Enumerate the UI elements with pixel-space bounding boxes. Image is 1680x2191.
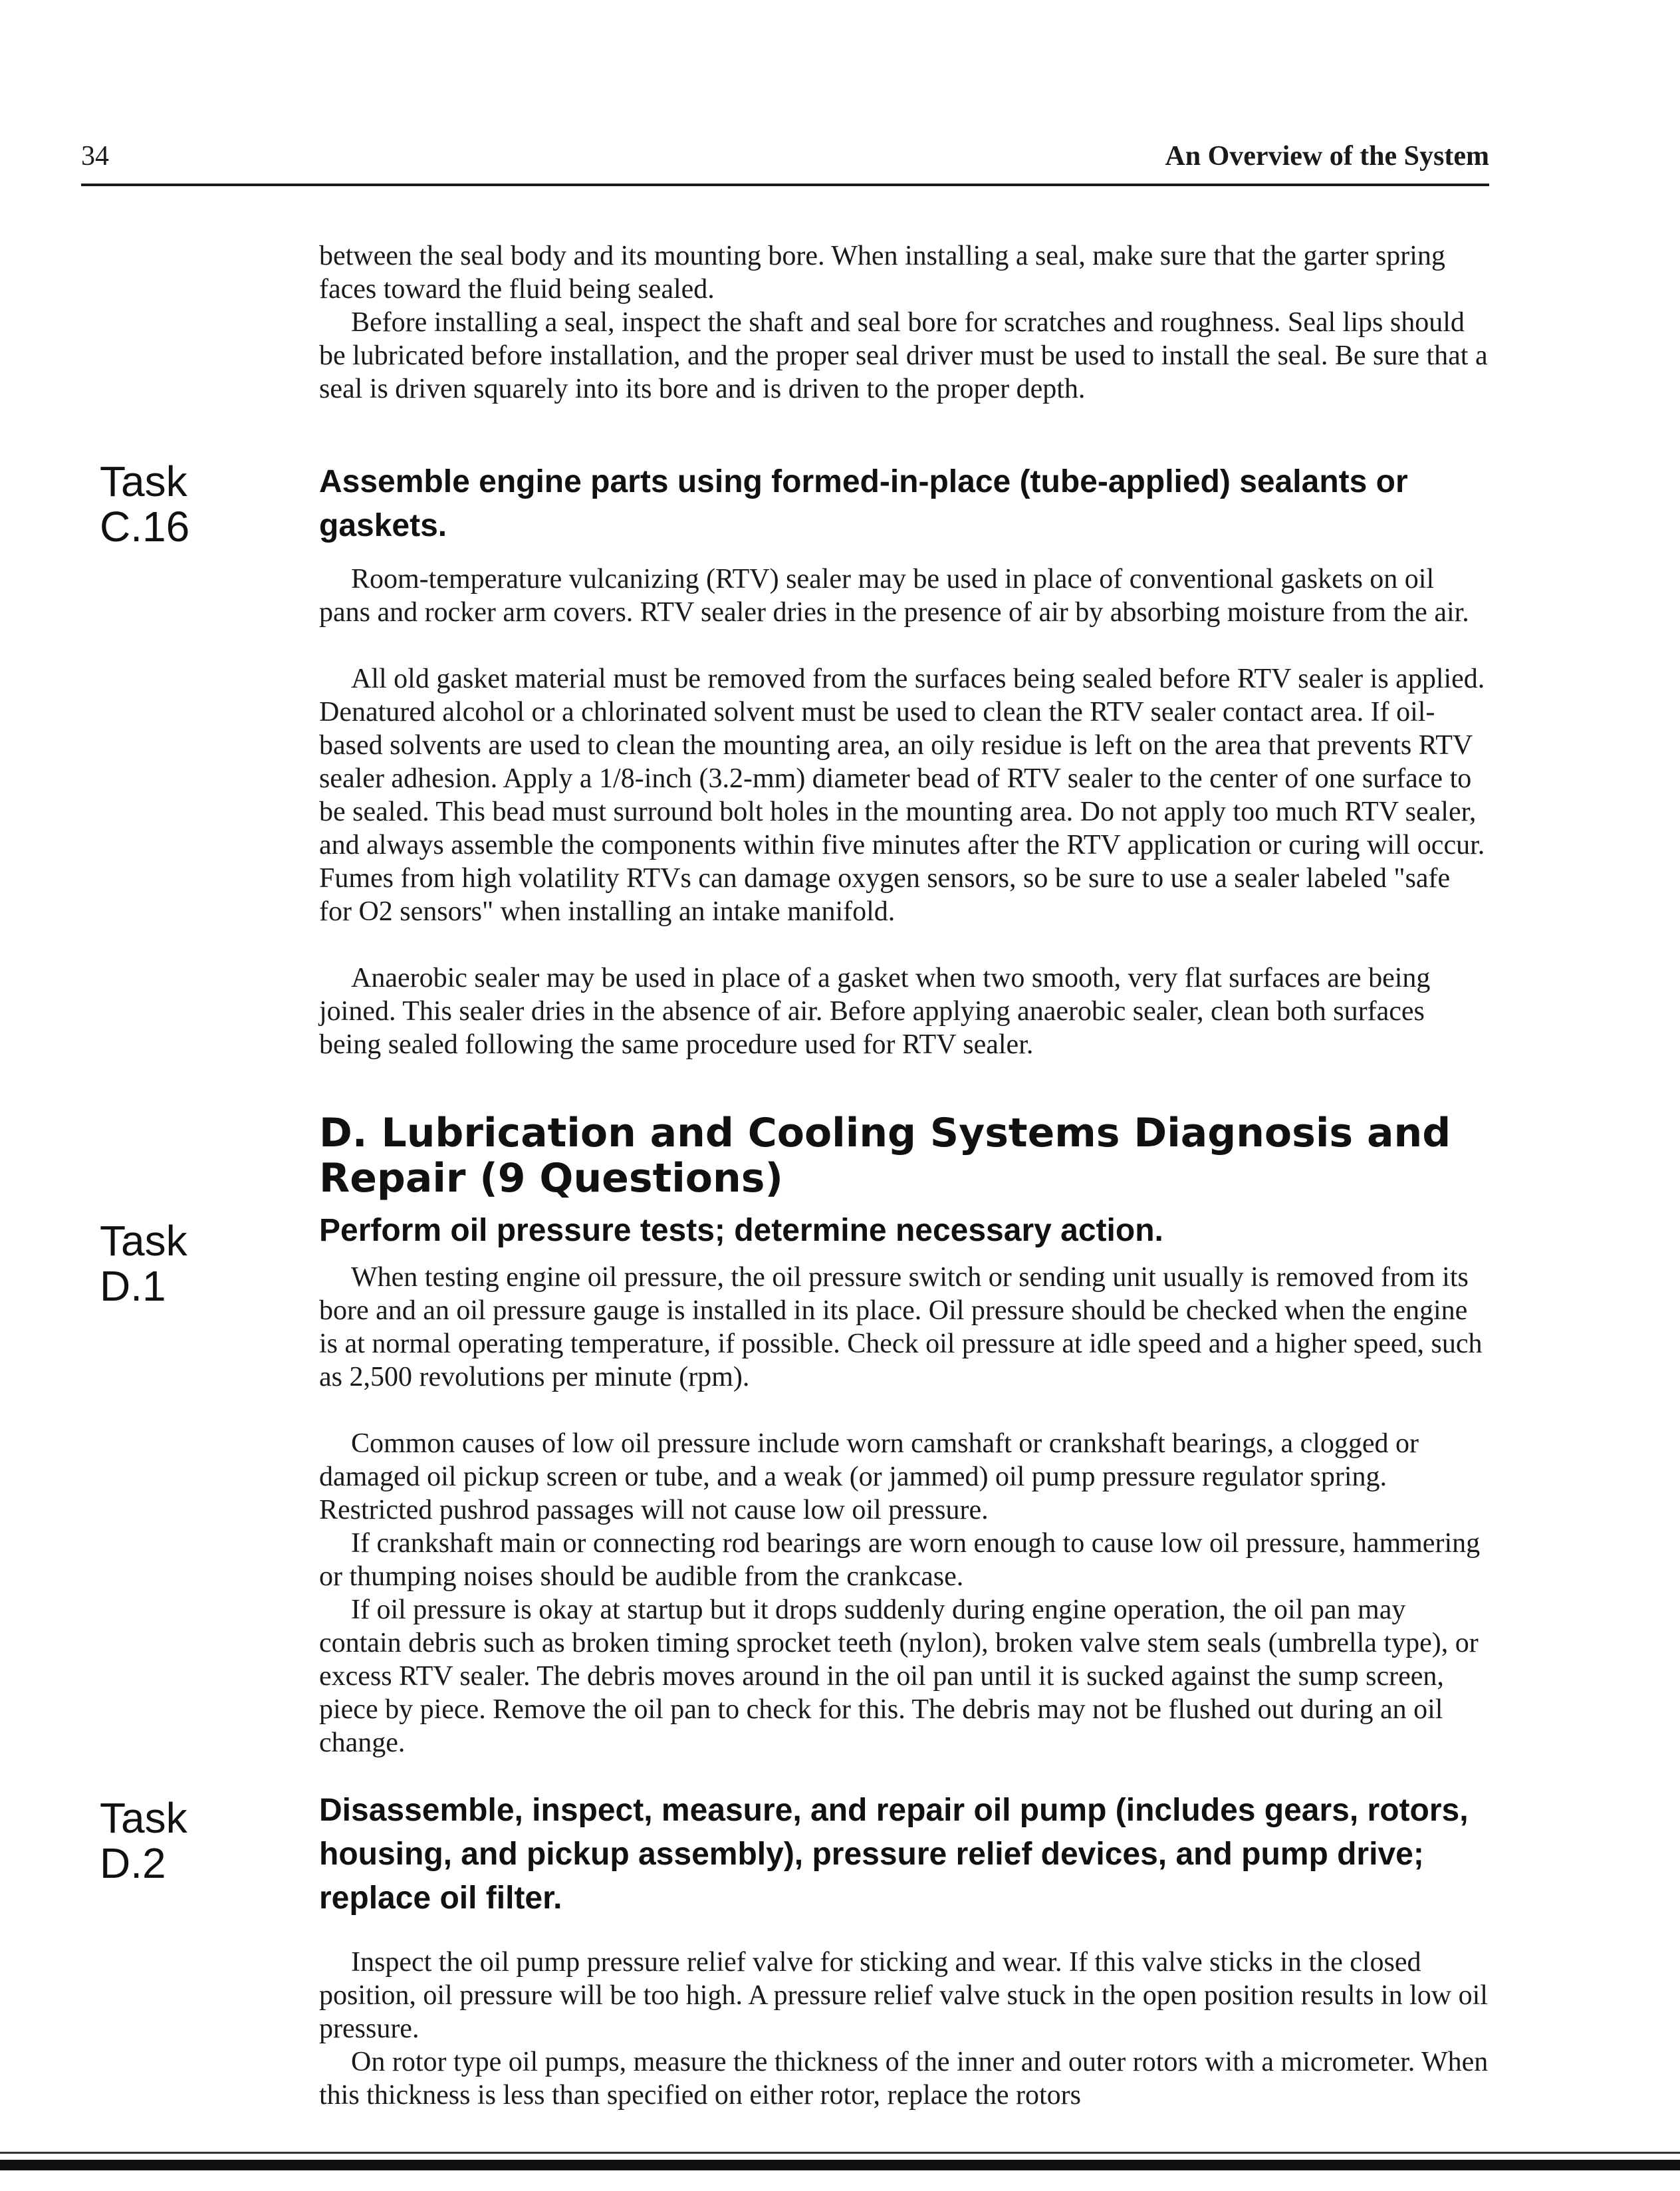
task-number: D.1 <box>100 1262 166 1310</box>
header-rule <box>81 184 1489 186</box>
paragraph-c16-3: Anaerobic sealer may be used in place of a gasket when two smooth, very flat surfaces are being joined. This sealer dries in the absence of air. Before applying anaerobic sealer, clean both surfaces being sealed following the same procedure used for RTV sealer. <box>319 963 1431 1060</box>
task-word: Task <box>100 1794 187 1842</box>
paragraph-d1-3: If crankshaft main or connecting rod bearings are worn enough to cause low oil pressure, hammering or thumping noises should be audible from the crankcase. <box>319 1528 1481 1592</box>
page-header <box>81 133 1489 180</box>
task-label-d2 <box>100 1795 299 1886</box>
task-number: C.16 <box>100 503 190 551</box>
task-word: Task <box>100 1217 187 1265</box>
page-number: 34 <box>81 141 109 172</box>
paragraph-d2-1: Inspect the oil pump pressure relief valve for sticking and wear. If this valve sticks in the closed position, oil pressure will be too high. A pressure relief valve stuck in the open position results in low oil pressure. <box>319 1947 1488 2044</box>
footer-rule-thick <box>0 2160 1680 2170</box>
paragraph-d1-4: If oil pressure is okay at startup but it drops suddenly during engine operation, the oil pan may contain debris such as broken timing sprocket teeth (nylon), broken valve stem seals (umbrella type), or excess RTV sealer. The debris moves around in the oil pan until it is sucked against the sump screen, piece by piece. Remove the oil pan to check for this. The debris may not be flushed out during an oil change. <box>319 1595 1479 1758</box>
paragraph-d2-2: On rotor type oil pumps, measure the thickness of the inner and outer rotors with a micrometer. When this thickness is less than specified on either rotor, replace the rotors <box>319 2047 1489 2111</box>
task-label-d1 <box>100 1218 299 1309</box>
task-word: Task <box>100 457 187 505</box>
task-label-c16 <box>100 459 299 549</box>
running-title: An Overview of the System <box>1165 141 1489 172</box>
paragraph-intro-2: Before installing a seal, inspect the shaft and seal bore for scratches and roughness. Seal lips should be lubricated before installation, and the proper seal driver must be used to install the seal. Be sure that a seal is driven squarely into its bore and is driven to the proper depth. <box>319 307 1488 404</box>
heading-task-d2: Disassemble, inspect, measure, and repair oil pump (includes gears, rotors, housing, and pickup assembly), pressure relief devices, and pump drive; replace oil filter. <box>319 1793 1469 1916</box>
heading-task-c16: Assemble engine parts using formed-in-place (tube-applied) sealants or gaskets. <box>319 464 1408 543</box>
paragraph-c16-2: All old gasket material must be removed from the surfaces being sealed before RTV sealer is applied. Denatured alcohol or a chlorinated solvent must be used to clean the RTV sealer contact area. If oil-based solvents are used to clean the mounting area, an oily residue is left on the area that prevents RTV sealer adhesion. Apply a 1/8-inch (3.2-mm) diameter bead of RTV sealer to the center of one surface to be sealed. This bead must surround bolt holes in the mounting area. Do not apply too much RTV sealer, and always assemble the components within five minutes after the RTV application or curing will occur. Fumes from high volatility RTVs can damage oxygen sensors, so be sure to use a sealer labeled "safe for O2 sensors" when installing an intake manifold. <box>319 664 1485 927</box>
task-number: D.2 <box>100 1839 166 1887</box>
footer-rule-thin <box>0 2152 1680 2154</box>
paragraph-d1-1: When testing engine oil pressure, the oil pressure switch or sending unit usually is removed from its bore and an oil pressure gauge is installed in its place. Oil pressure should be checked when the engine is at normal operating temperature, if possible. Check oil pressure at idle speed and a higher speed, such as 2,500 revolutions per minute (rpm). <box>319 1262 1483 1392</box>
heading-task-d1: Perform oil pressure tests; determine necessary action. <box>319 1213 1163 1248</box>
paragraph-intro-1: between the seal body and its mounting bore. When installing a seal, make sure that the garter spring faces toward the fluid being sealed. <box>319 241 1445 305</box>
paragraph-c16-1: Room-temperature vulcanizing (RTV) sealer may be used in place of conventional gaskets on oil pans and rocker arm covers. RTV sealer dries in the presence of air by absorbing moisture from the air. <box>319 564 1469 628</box>
section-heading-d: D. Lubrication and Cooling Systems Diagnosis and Repair (9 Questions) <box>319 1110 1451 1202</box>
paragraph-d1-2: Common causes of low oil pressure include worn camshaft or crankshaft bearings, a clogged or damaged oil pickup screen or tube, and a weak (or jammed) oil pump pressure regulator spring. Restricted pushrod passages will not cause low oil pressure. <box>319 1428 1419 1525</box>
